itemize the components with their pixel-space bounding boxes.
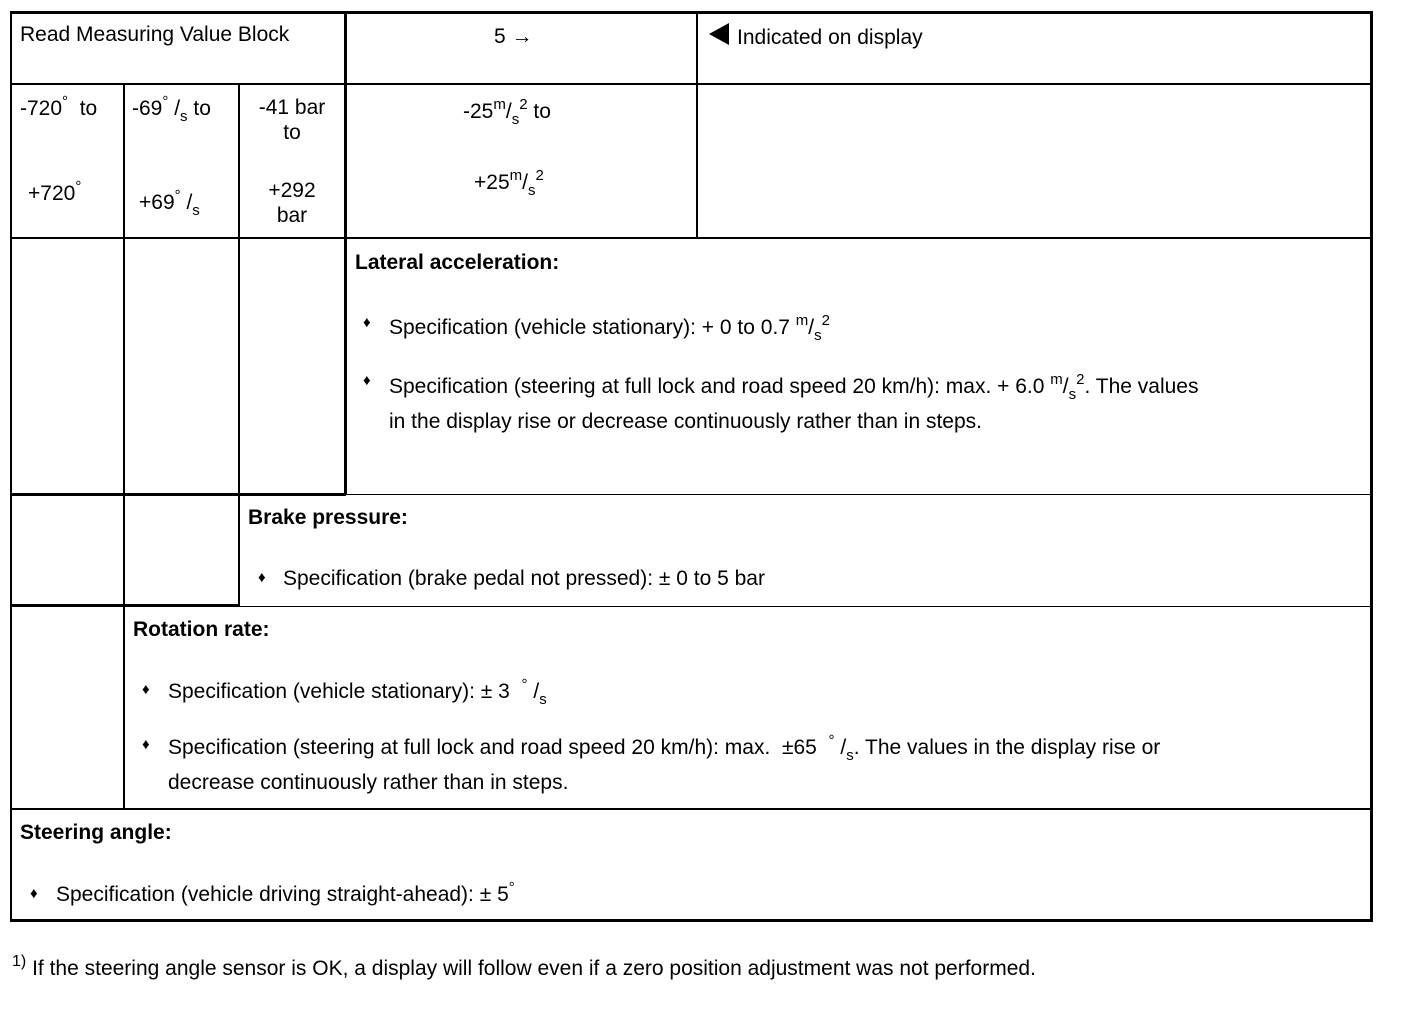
rotation-heading: Rotation rate:: [133, 618, 270, 641]
group-number: 5: [494, 25, 506, 48]
lateral-spec-full-lock-cont: in the display rise or decrease continuously rather than in steps.: [389, 410, 982, 433]
rotation-spec-full-lock: Specification (steering at full lock and road speed 20 km/h): max. ±65 ° $/_s$. The values in the display rise or: [168, 732, 1161, 764]
col-line-read-block: [344, 11, 347, 495]
steering-range-from: -720° to: [20, 93, 98, 120]
bullet-icon: ♦: [30, 885, 38, 902]
col-line-rotation: [238, 84, 240, 606]
footnote: [12, 953, 1036, 984]
lateral-range-to: $+25^m/_s^2$: [474, 167, 544, 199]
group-number-cell: [494, 24, 533, 50]
steering-heading: Steering angle:: [20, 821, 172, 844]
row-line-lateral-thin: [346, 494, 1371, 495]
row-line-header: [10, 83, 1372, 85]
brake-spec: Specification (brake pedal not pressed): ± 0 to 5 bar: [283, 567, 765, 590]
rotation-range-from: -69° $/_s$ to: [132, 93, 211, 125]
brake-range-from: -41 bar to: [258, 96, 326, 144]
steering-range-to: +720°: [28, 178, 82, 205]
footnote-text: If the steering angle sensor is OK, a display will follow even if a zero position adjustment was not performed.: [32, 957, 1036, 980]
row-line-rotation: [10, 808, 1372, 810]
footnote-marker: 1): [12, 953, 27, 970]
brake-range-to: +292 bar: [268, 179, 316, 227]
row-line-lateral: [10, 493, 346, 496]
lateral-spec-full-lock: Specification (steering at full lock and road speed 20 km/h): max. + 6.0 $^m/_s^2$. The values: [389, 371, 1199, 403]
row-line-ranges: [10, 237, 1372, 239]
row-line-brake-thin: [240, 606, 1371, 607]
table-border-left: [10, 11, 12, 922]
brake-heading: Brake pressure:: [248, 506, 408, 529]
right-arrow-icon: →: [511, 25, 533, 48]
table-border-top: [11, 11, 1373, 14]
bullet-icon: ♦: [142, 681, 150, 698]
bullet-icon: ♦: [258, 569, 266, 586]
read-block-label: Read Measuring Value Block: [20, 23, 290, 46]
col-line-steering: [123, 84, 125, 809]
lateral-heading: Lateral acceleration:: [355, 251, 560, 274]
table-border-bottom: [10, 919, 1373, 922]
bullet-icon: ♦: [363, 372, 371, 389]
lateral-spec-stationary: Specification (vehicle stationary): + 0 to 0.7 $^m/_s^2$: [389, 312, 830, 344]
steering-spec: Specification (vehicle driving straight-ahead): ± 5°: [56, 879, 515, 906]
lateral-range-from: $-25^m/_s^2$ to: [463, 96, 551, 128]
bullet-icon: ♦: [142, 736, 150, 753]
rotation-spec-stationary: Specification (vehicle stationary): ± 3 ° $/_s$: [168, 676, 547, 708]
rotation-range-to: +69° $/_s$: [139, 187, 200, 219]
table-border-right: [1370, 11, 1373, 922]
bullet-icon: ♦: [363, 314, 371, 331]
row-line-brake: [10, 604, 240, 607]
col-line-group: [696, 11, 698, 238]
rotation-spec-full-lock-cont: decrease continuously rather than in steps.: [168, 771, 569, 794]
indicated-label: Indicated on display: [737, 26, 923, 49]
left-triangle-icon: [709, 23, 729, 45]
